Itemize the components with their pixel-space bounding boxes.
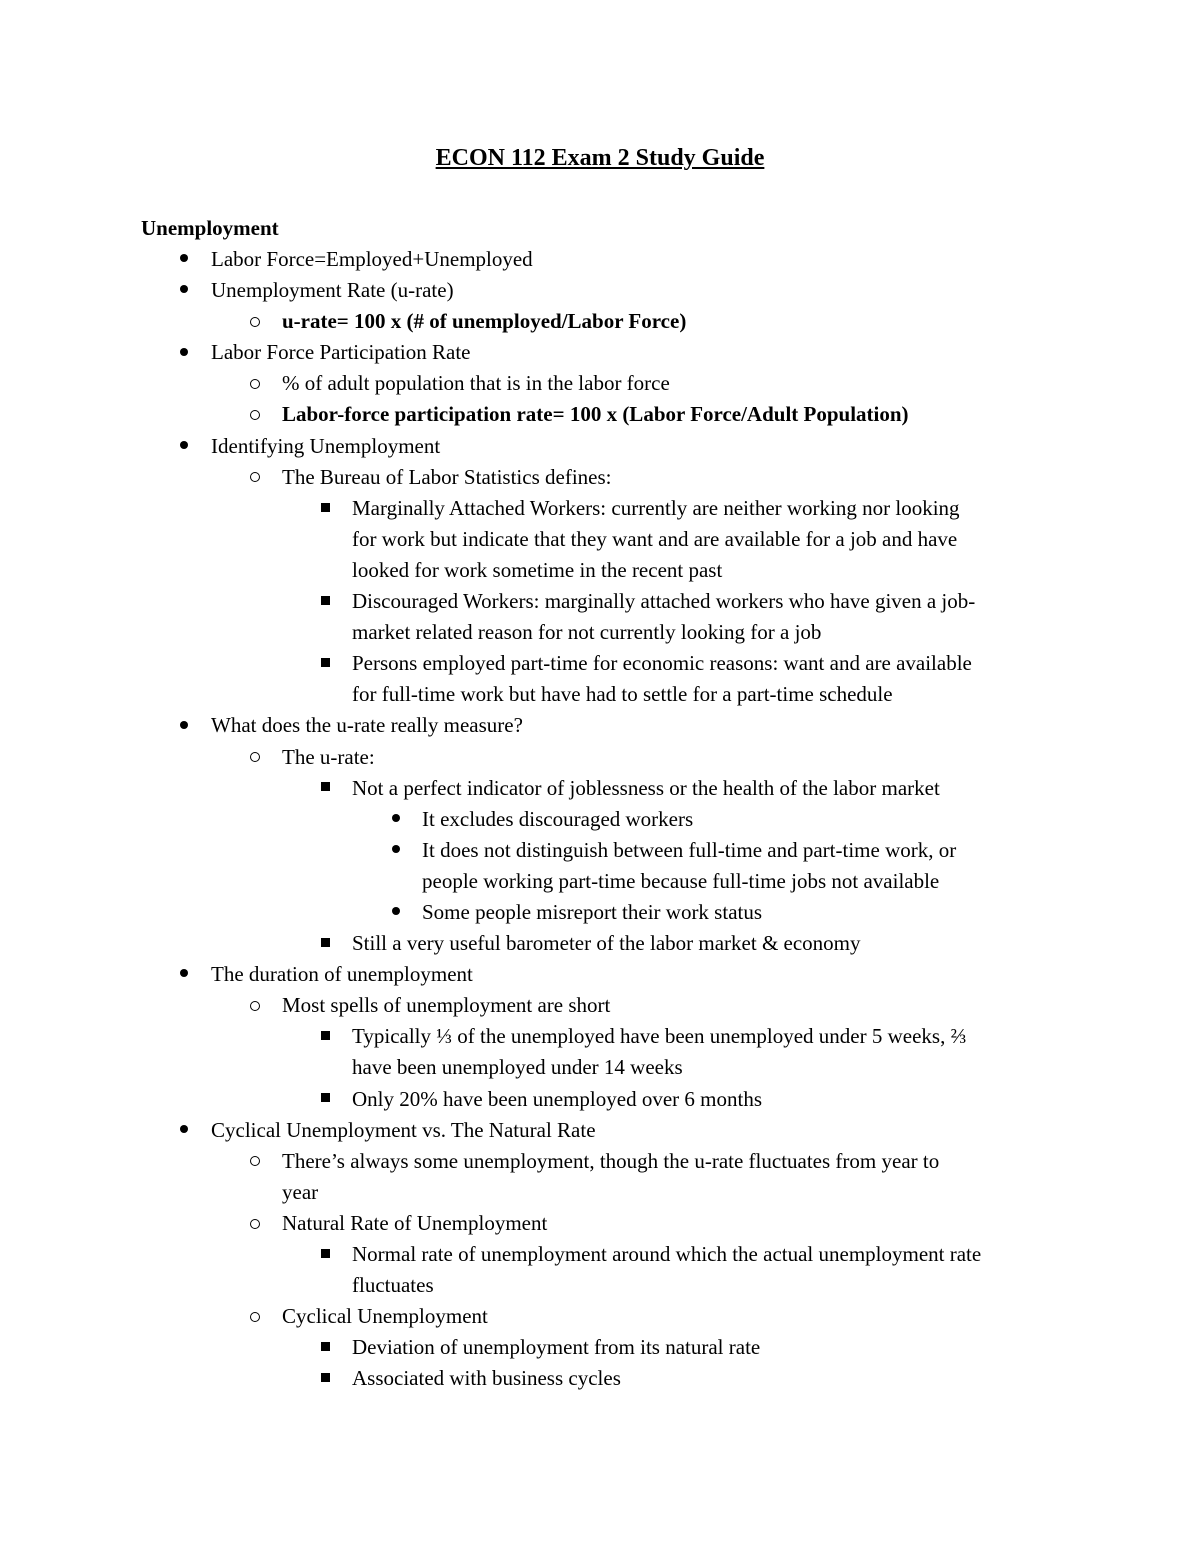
list-item: [0, 1363, 1200, 1394]
bullet-circle-icon: [245, 399, 265, 430]
bullet-dot-icon: [174, 244, 194, 275]
bullet-dot-icon: [386, 835, 406, 866]
list-item-text: The Bureau of Labor Statistics defines:: [282, 464, 612, 489]
list-item: [0, 897, 1200, 928]
bullet-circle-icon: [245, 368, 265, 399]
bullet-dot-icon: [174, 337, 194, 368]
list-item: [0, 804, 1200, 835]
list-item: [0, 1332, 1200, 1363]
list-item-text: have been unemployed under 14 weeks: [352, 1055, 683, 1080]
list-item: [0, 990, 1200, 1021]
list-item: [0, 679, 1200, 710]
list-item-text: The duration of unemployment: [211, 962, 473, 987]
list-item-text: Labor Force Participation Rate: [211, 340, 471, 365]
bullet-circle-icon: [245, 742, 265, 773]
list-item: [0, 1301, 1200, 1332]
list-item: [0, 1146, 1200, 1177]
list-item: [0, 275, 1200, 306]
list-item-text: Most spells of unemployment are short: [282, 993, 611, 1018]
list-item: [0, 1084, 1200, 1115]
list-item: [0, 1208, 1200, 1239]
section-heading: Unemployment: [141, 216, 279, 240]
list-item-text: Typically ⅓ of the unemployed have been unemployed under 5 weeks, ⅔: [352, 1024, 967, 1049]
list-item-text: What does the u-rate really measure?: [211, 713, 523, 738]
bullet-square-icon: [315, 1021, 335, 1052]
list-item: [0, 462, 1200, 493]
bullet-dot-icon: [174, 275, 194, 306]
list-item: [0, 742, 1200, 773]
bullet-circle-icon: [245, 462, 265, 493]
bullet-circle-icon: [245, 1146, 265, 1177]
list-item-text: % of adult population that is in the labor force: [282, 371, 670, 396]
bullet-square-icon: [315, 586, 335, 617]
list-item-text: Labor Force=Employed+Unemployed: [211, 247, 533, 271]
bullet-dot-icon: [174, 431, 194, 462]
list-item: [0, 555, 1200, 586]
list-item: [0, 337, 1200, 368]
list-item-text: Deviation of unemployment from its natural rate: [352, 1335, 761, 1360]
list-item-text: Natural Rate of Unemployment: [282, 1210, 548, 1235]
list-item: [0, 1115, 1200, 1146]
list-item: [0, 1239, 1200, 1270]
list-item: [0, 617, 1200, 648]
list-item-text: people working part-time because full-time jobs not available: [422, 868, 940, 893]
list-item-text: Associated with business cycles: [352, 1366, 621, 1391]
list-item-text: The u-rate:: [282, 744, 375, 769]
list-item-text: Unemployment Rate (u-rate): [211, 278, 454, 303]
bullet-square-icon: [315, 1363, 335, 1394]
list-item-text: for work but indicate that they want and are available for a job and have: [352, 526, 958, 551]
list-item-text: Not a perfect indicator of joblessness or the health of the labor market: [352, 775, 940, 800]
bullet-square-icon: [315, 1239, 335, 1270]
bullet-square-icon: [315, 1332, 335, 1363]
list-item: [0, 306, 1200, 337]
list-item: [0, 928, 1200, 959]
bullet-square-icon: [315, 928, 335, 959]
list-item-text: Identifying Unemployment: [211, 433, 441, 458]
bullet-dot-icon: [386, 897, 406, 928]
list-item-text: Discouraged Workers: marginally attached workers who have given a job-: [352, 589, 976, 614]
bullet-square-icon: [315, 1084, 335, 1115]
list-item-text: market related reason for not currently looking for a job: [352, 620, 822, 645]
list-item: [0, 1052, 1200, 1083]
bullet-circle-icon: [245, 1208, 265, 1239]
list-item-text: Only 20% have been unemployed over 6 months: [352, 1086, 762, 1111]
list-item: [0, 586, 1200, 617]
list-item-text: Normal rate of unemployment around which the actual unemployment rate: [352, 1242, 982, 1266]
bullet-dot-icon: [174, 710, 194, 741]
list-item: [0, 1177, 1200, 1208]
list-item-text: Marginally Attached Workers: currently are neither working nor looking: [352, 495, 960, 520]
list-item: [0, 244, 1200, 275]
list-item-text: Still a very useful barometer of the labor market & economy: [352, 931, 861, 956]
list-item-text: Cyclical Unemployment vs. The Natural Rate: [211, 1117, 596, 1142]
bullet-square-icon: [315, 648, 335, 679]
bullet-circle-icon: [245, 1301, 265, 1332]
list-item: [0, 524, 1200, 555]
list-item-text: for full-time work but have had to settle for a part-time schedule: [352, 682, 893, 707]
list-item: [0, 773, 1200, 804]
bullet-dot-icon: [174, 1115, 194, 1146]
list-item-text: looked for work sometime in the recent past: [352, 557, 723, 582]
list-item-text: Persons employed part-time for economic reasons: want and are available: [352, 651, 972, 676]
list-item: [0, 1021, 1200, 1052]
list-item: [0, 835, 1200, 866]
bullet-dot-icon: [386, 804, 406, 835]
page-title: ECON 112 Exam 2 Study Guide: [435, 145, 765, 171]
list-item: [0, 866, 1200, 897]
list-item: [0, 648, 1200, 679]
list-item: [0, 431, 1200, 462]
outline-list: [0, 244, 1200, 1394]
list-item-text: u-rate= 100 x (# of unemployed/Labor Force): [282, 309, 687, 334]
list-item-text: It does not distinguish between full-time and part-time work, or: [422, 837, 957, 862]
bullet-circle-icon: [245, 990, 265, 1021]
list-item: [0, 368, 1200, 399]
list-item: [0, 399, 1200, 430]
list-item-text: Labor-force participation rate= 100 x (Labor Force/Adult Population): [282, 402, 909, 427]
bullet-square-icon: [315, 493, 335, 524]
bullet-circle-icon: [245, 306, 265, 337]
bullet-dot-icon: [174, 959, 194, 990]
list-item-text: fluctuates: [352, 1273, 434, 1298]
list-item-text: year: [282, 1179, 319, 1204]
list-item-text: Some people misreport their work status: [422, 899, 763, 924]
list-item: [0, 1270, 1200, 1301]
list-item: [0, 710, 1200, 741]
list-item-text: It excludes discouraged workers: [422, 806, 694, 831]
list-item: [0, 493, 1200, 524]
bullet-square-icon: [315, 773, 335, 804]
list-item: [0, 959, 1200, 990]
list-item-text: Cyclical Unemployment: [282, 1304, 488, 1329]
list-item-text: There’s always some unemployment, though the u-rate fluctuates from year to: [282, 1148, 940, 1173]
